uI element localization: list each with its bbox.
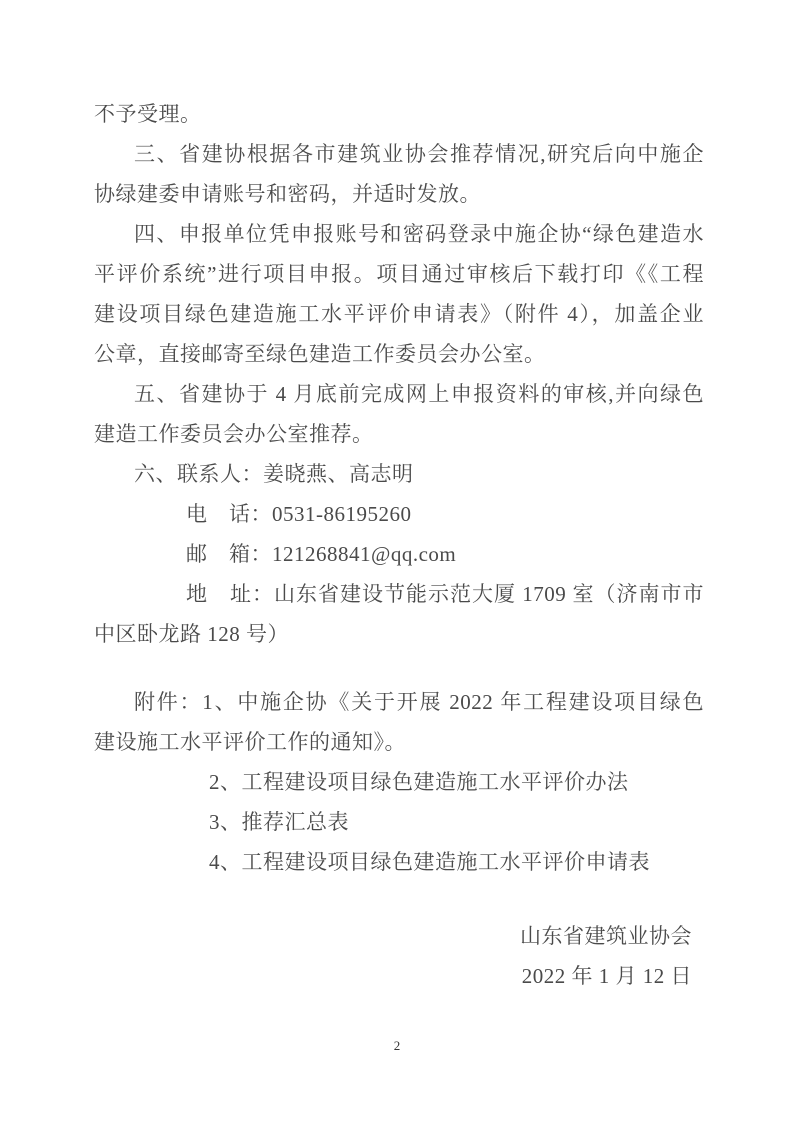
text-line: 电 话：0531-86195260 <box>186 502 412 526</box>
text-line: 协绿建委申请账号和密码，并适时发放。 <box>94 182 481 206</box>
text-line: 邮 箱：121268841@qq.com <box>186 542 457 566</box>
text-line: 六、联系人：姜晓燕、高志明 <box>134 462 414 486</box>
signature-date: 2022 年 1 月 12 日 <box>521 964 692 988</box>
text-line: 五、省建协于 4 月底前完成网上申报资料的审核,并向绿色 <box>134 382 704 406</box>
text-line: 3、推荐汇总表 <box>209 810 349 834</box>
text-line: 地 址：山东省建设节能示范大厦 1709 室（济南市市 <box>186 582 704 606</box>
text-line: 公章，直接邮寄至绿色建造工作委员会办公室。 <box>94 342 546 366</box>
signature-org: 山东省建筑业协会 <box>520 924 692 948</box>
text-line: 2、工程建设项目绿色建造施工水平评价办法 <box>209 770 629 794</box>
text-line: 建设项目绿色建造施工水平评价申请表》（附件 4），加盖企业 <box>94 302 704 326</box>
text-line: 4、工程建设项目绿色建造施工水平评价申请表 <box>209 850 650 874</box>
page-number: 2 <box>393 1038 401 1053</box>
text-line: 建造工作委员会办公室推荐。 <box>94 422 374 446</box>
text-line: 不予受理。 <box>94 102 202 126</box>
text-line: 建设施工水平评价工作的通知》。 <box>94 730 406 754</box>
text-line: 中区卧龙路 128 号） <box>94 622 289 646</box>
text-line: 三、省建协根据各市建筑业协会推荐情况,研究后向中施企 <box>134 142 704 166</box>
text-line: 平评价系统”进行项目申报。项目通过审核后下载打印《《工程 <box>94 262 704 286</box>
text-line: 附件：1、中施企协《关于开展 2022 年工程建设项目绿色 <box>134 690 704 714</box>
signature-block <box>0 916 794 996</box>
text-line: 四、申报单位凭申报账号和密码登录中施企协“绿色建造水 <box>134 222 704 246</box>
